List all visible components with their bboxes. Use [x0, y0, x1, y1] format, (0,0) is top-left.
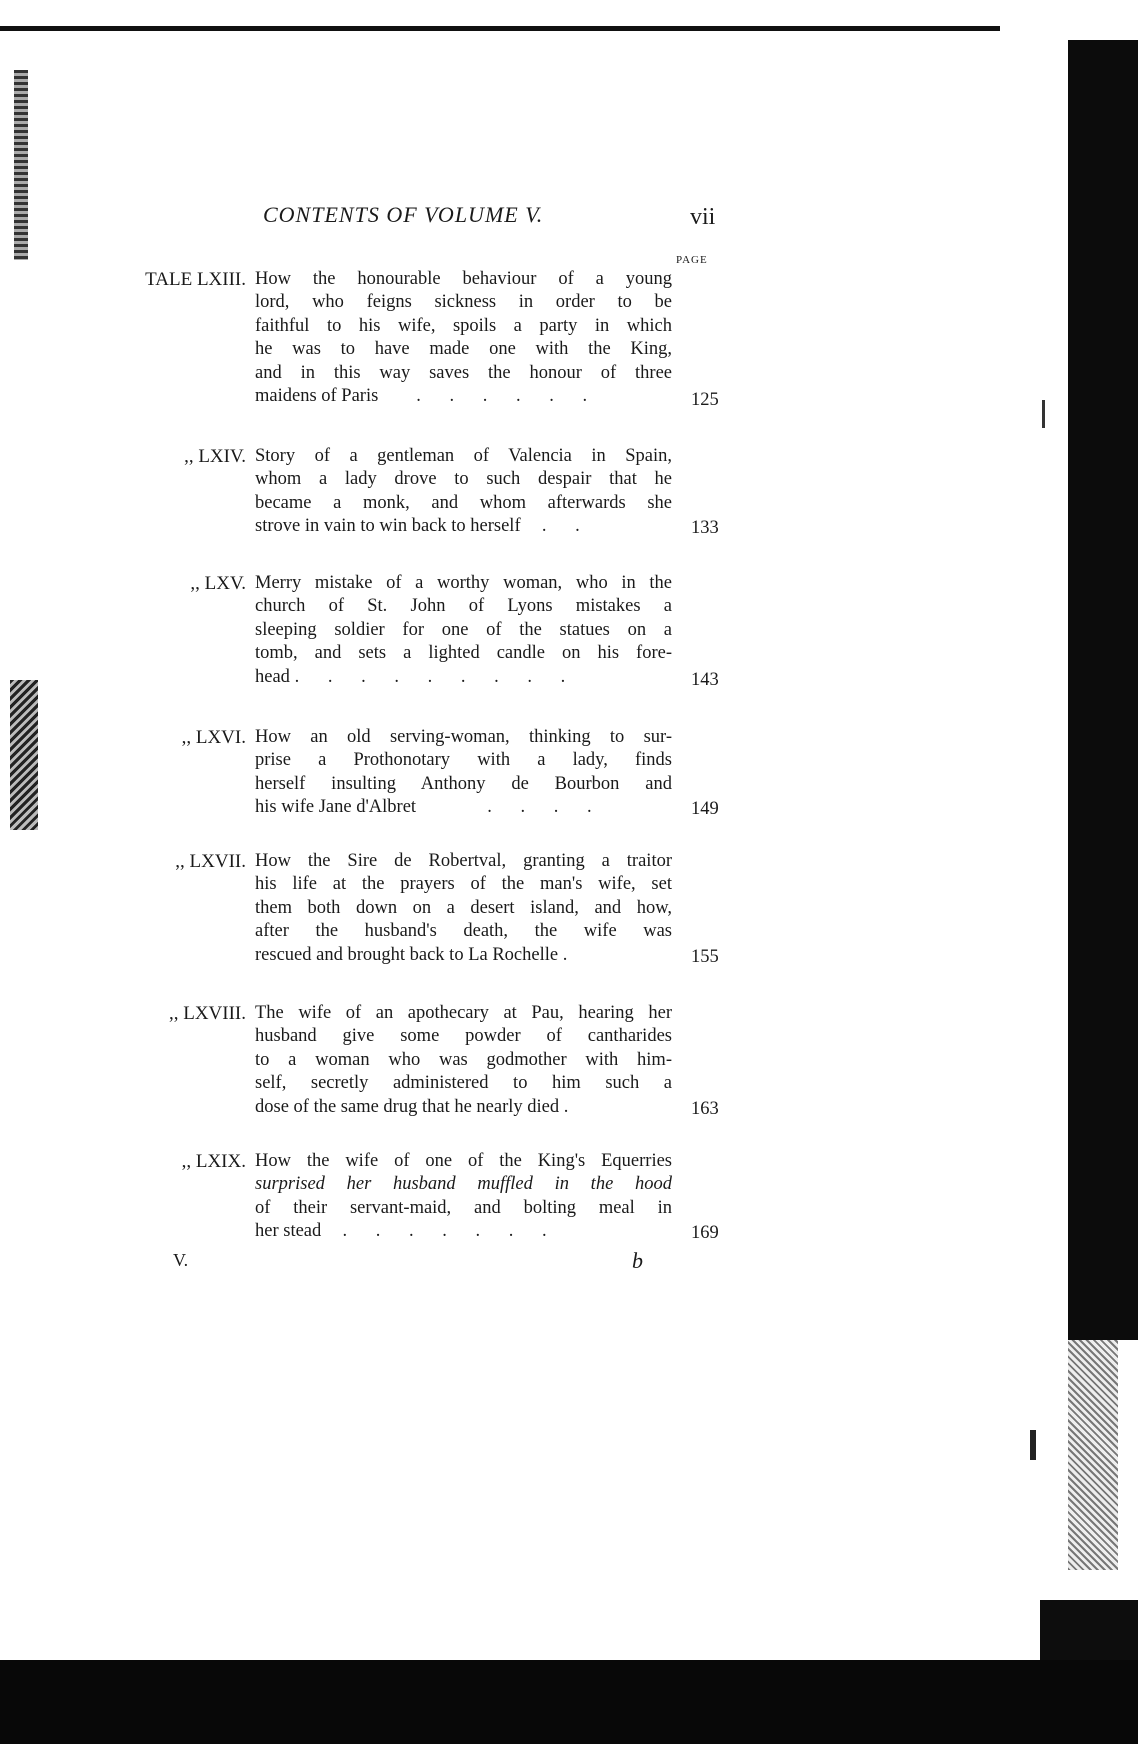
page-number: 163 [691, 1099, 719, 1119]
leader-dots: . [563, 1096, 581, 1117]
description-line: maidens of Paris [255, 386, 379, 407]
page-column-label: PAGE [676, 254, 708, 266]
description-line: How an old serving-woman, thinking to sur- [255, 727, 672, 747]
tale-number: ,, LXIX. [181, 1151, 246, 1172]
tale-description [255, 726, 672, 820]
page-number: 149 [691, 799, 719, 819]
description-line: church of St. John of Lyons mistakes a [255, 596, 672, 617]
description-line: lord, who feigns sickness in order to be [255, 292, 672, 313]
signature-volume: V. [173, 1250, 189, 1270]
tale-description [255, 268, 672, 408]
description-line: herself insulting Anthony de Bourbon and [255, 773, 672, 794]
leader-dots: . [562, 944, 580, 965]
description-line: surprised her husband muffled in the hood [255, 1174, 672, 1195]
description-line: Story of a gentleman of Valencia in Spain, [255, 446, 672, 466]
description-line: whom a lady drove to such despair that he [255, 469, 672, 490]
leader-dots: . . . . . . [382, 386, 600, 407]
description-line: How the Sire de Robertval, granting a traitor [255, 851, 672, 871]
description-line: became a monk, and whom afterwards she [255, 492, 672, 513]
scan-edge-bottom [0, 1660, 1138, 1744]
scan-noise-left-middle [10, 680, 38, 830]
leader-dots: . . [525, 516, 592, 537]
description-line: rescued and brought back to La Rochelle [255, 944, 559, 965]
tale-description [255, 1150, 672, 1244]
description-line: tomb, and sets a lighted candle on his fore- [255, 643, 672, 664]
description-line: faithful to his wife, spoils a party in which [255, 315, 672, 336]
signature-mark: b [632, 1248, 643, 1273]
tale-description [255, 445, 672, 539]
description-line: his wife Jane d'Albret [255, 797, 417, 818]
description-line: he was to have made one with the King, [255, 339, 672, 360]
scan-noise-right [1068, 1340, 1118, 1570]
description-line: her stead [255, 1221, 322, 1242]
scan-edge-top [0, 26, 1000, 31]
leader-dots: . . . . [420, 797, 604, 818]
description-line: How the wife of one of the King's Equerries [255, 1151, 672, 1171]
description-line: to a woman who was godmother with him- [255, 1049, 672, 1070]
tale-description [255, 1002, 672, 1119]
tale-number: ,, LXV. [190, 573, 246, 594]
description-line: after the husband's death, the wife was [255, 921, 672, 942]
scan-mark [1030, 1430, 1036, 1460]
description-line: his life at the prayers of the man's wife, set [255, 874, 672, 895]
scan-noise-left-upper [14, 70, 28, 260]
scan-mark [1042, 400, 1045, 428]
description-line: prise a Prothonotary with a lady, finds [255, 750, 672, 771]
tale-number: ,, LXIV. [184, 446, 246, 467]
page-number: 155 [691, 947, 719, 967]
description-line: husband give some powder of cantharides [255, 1026, 672, 1047]
page-number: 125 [691, 390, 719, 410]
description-line: and in this way saves the honour of three [255, 362, 672, 383]
description-line: head [255, 666, 290, 687]
tale-description [255, 850, 672, 967]
description-line: them both down on a desert island, and how, [255, 897, 672, 918]
tale-number: TALE LXIII. [145, 269, 246, 290]
page-number: 169 [691, 1223, 719, 1243]
leader-dots: . . . . . . . [325, 1221, 559, 1242]
description-line: dose of the same drug that he nearly died [255, 1096, 560, 1117]
leader-dots: . . . . . . . . . [294, 666, 578, 687]
description-line: sleeping soldier for one of the statues on a [255, 619, 672, 640]
description-line: of their servant-maid, and bolting meal in [255, 1197, 672, 1218]
description-line: Merry mistake of a worthy woman, who in the [255, 573, 672, 593]
description-line: self, secretly administered to him such a [255, 1073, 672, 1094]
running-header-title: CONTENTS OF VOLUME V. [263, 202, 544, 227]
description-line: How the honourable behaviour of a young [255, 269, 672, 289]
tale-number: ,, LXVII. [175, 851, 246, 872]
tale-number: ,, LXVIII. [168, 1003, 246, 1024]
page-number: 143 [691, 670, 719, 690]
page-folio: vii [690, 204, 716, 230]
scan-edge-right [1068, 40, 1138, 1340]
description-line: strove in vain to win back to herself [255, 516, 521, 537]
page-number: 133 [691, 518, 719, 538]
tale-description [255, 572, 672, 689]
tale-number: ,, LXVI. [181, 727, 246, 748]
description-line: The wife of an apothecary at Pau, hearing her [255, 1003, 672, 1023]
